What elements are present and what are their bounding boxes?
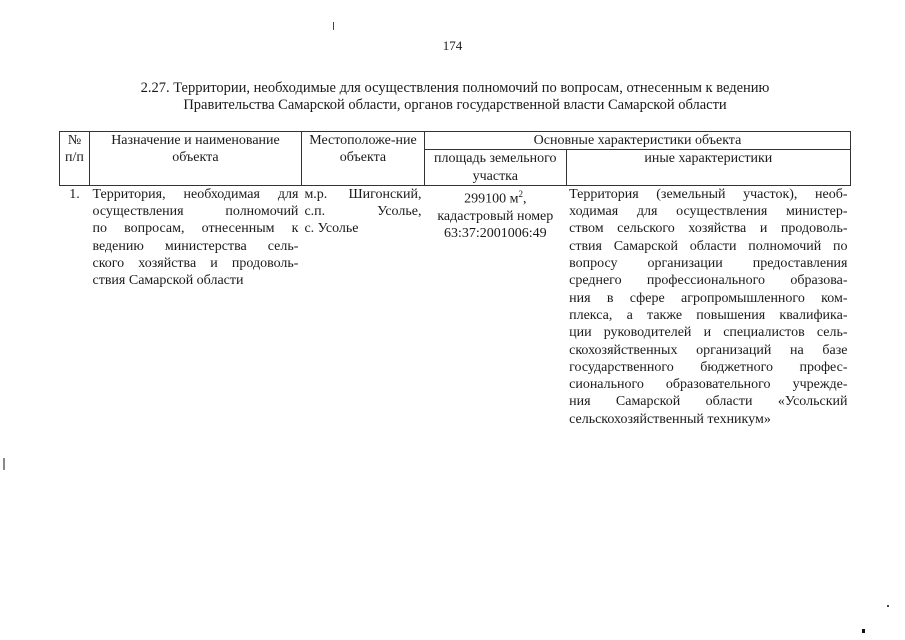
area-value-line bbox=[427, 186, 563, 208]
cell-line: ния в сфере агропромышленного ком- bbox=[569, 290, 848, 306]
scan-speck bbox=[887, 605, 889, 607]
cadastral-number: 63:37:2001006:49 bbox=[443, 226, 547, 242]
cell-line: ствия Самарской области bbox=[92, 273, 244, 289]
cell-line: ходимая для осуществления министер- bbox=[569, 204, 848, 220]
territory-table bbox=[59, 131, 851, 428]
cell-line: среднего профессионального образова- bbox=[569, 273, 848, 289]
header-other-characteristics: иные характеристики bbox=[566, 150, 850, 186]
cell-line: сельскохозяйственный техникум» bbox=[569, 411, 771, 427]
scan-speck bbox=[333, 22, 334, 30]
page-number: 174 bbox=[442, 38, 463, 53]
section-title bbox=[40, 80, 870, 114]
header-name: Назначение и наименование объекта bbox=[89, 132, 301, 186]
table-row bbox=[60, 185, 851, 428]
cell-line: ством сельского хозяйства и продоволь- bbox=[569, 221, 848, 237]
area-unit-exponent: 2 bbox=[518, 188, 523, 199]
header-area: площадь земельного участка bbox=[424, 150, 566, 186]
cell-line: ведению министерства сель- bbox=[92, 238, 299, 254]
cell-line: по вопросам, отнесенным к bbox=[92, 221, 299, 237]
cell-line: скохозяйственных организаций на базе bbox=[569, 342, 848, 358]
header-row bbox=[60, 132, 851, 150]
header-main-characteristics: Основные характеристики объекта bbox=[424, 132, 850, 150]
cell-name bbox=[89, 185, 301, 428]
header-location: Местоположе-ние объекта bbox=[301, 132, 424, 186]
cell-location bbox=[301, 185, 424, 428]
cell-line: Территория, необходимая для bbox=[92, 186, 299, 202]
cell-line: осуществления полномочий bbox=[92, 204, 299, 220]
cadastral-label: кадастровый номер bbox=[437, 208, 554, 224]
scan-speck bbox=[3, 458, 5, 470]
cell-line: Территория (земельный участок), необ- bbox=[569, 186, 848, 202]
table-body bbox=[60, 185, 851, 428]
cell-line: с.п. Усолье, bbox=[304, 204, 422, 220]
header-number-abbr: п/п bbox=[65, 150, 84, 166]
header-number bbox=[60, 132, 90, 186]
area-suffix: , bbox=[522, 191, 527, 207]
cell-number: 1. bbox=[69, 186, 80, 202]
cell-line: м.р. Шигонский, bbox=[304, 186, 422, 202]
cell-line: ствия Самарской области полномочий по bbox=[569, 238, 848, 254]
cell-line: ского хозяйства и продоволь- bbox=[92, 256, 299, 272]
section-title-line-2: Правительства Самарской области, органов государственной власти Самарской области bbox=[183, 97, 727, 113]
cell-line: ния Самарской области «Усольский bbox=[569, 394, 848, 410]
cell-line: с. Усолье bbox=[304, 221, 359, 237]
scan-speck bbox=[862, 629, 865, 633]
cell-line: сионального образовательного учрежде- bbox=[569, 377, 848, 393]
cell-area bbox=[424, 185, 566, 428]
cell-line: ции руководителей и специалистов сель- bbox=[569, 325, 848, 341]
cell-line: плекса, а также повышения квалифика- bbox=[569, 307, 848, 323]
header-number-sign: № bbox=[67, 133, 82, 148]
cell-line: государственного бюджетного профес- bbox=[569, 359, 848, 375]
cell-line: вопросу организации предоставления bbox=[569, 256, 848, 272]
section-title-line-1: 2.27. Территории, необходимые для осуществления полномочий по вопросам, отнесенным к ведению bbox=[140, 80, 770, 96]
cell-other-characteristics bbox=[566, 185, 850, 428]
area-value: 299100 м bbox=[464, 191, 519, 207]
